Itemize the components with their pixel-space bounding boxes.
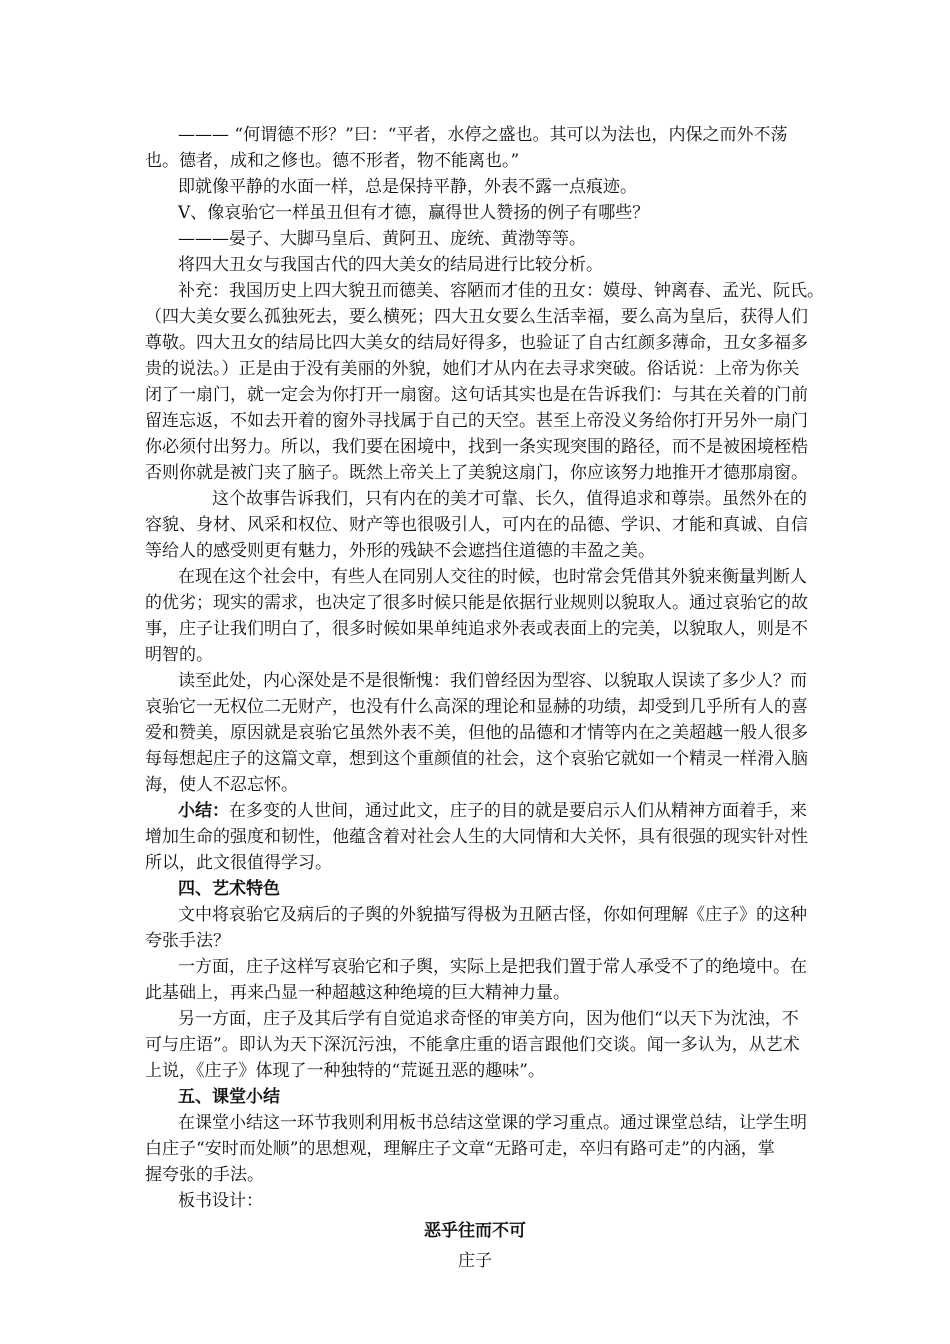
paragraph-line: 容貌、身材、风采和权位、财产等也很吸引人，可内在的品德、学识、才能和真诚、自信: [145, 515, 808, 535]
paragraph-line: 白庄子“安时而处顺”的思想观，理解庄子文章“无路可走，卒归有路可走”的内涵，掌: [145, 1139, 775, 1159]
paragraph-line: 每每想起庄子的这篇文章，想到这个重颜值的社会，这个哀骀它就如一个精灵一样滑入脑: [145, 749, 808, 769]
paragraph-line: 握夸张的手法。: [145, 1165, 264, 1185]
paragraph-line: 将四大丑女与我国古代的四大美女的结局进行比较分析。: [178, 255, 603, 275]
paragraph-line: 在现在这个社会中，有些人在同别人交往的时候，也时常会凭借其外貌来衡量判断人: [178, 567, 807, 587]
paragraph-line: 等给人的感受则更有魅力，外形的残缺不会遮挡住道德的丰盈之美。: [145, 541, 655, 561]
paragraph-line: 这个故事告诉我们，只有内在的美才可靠、长久，值得追求和尊崇。虽然外在的: [212, 489, 807, 509]
paragraph-line: （四大美女要么孤独死去，要么横死；四大丑女要么生活幸福，要么高为皇后，获得人们: [145, 307, 808, 327]
paragraph-line: 夸张手法？: [145, 931, 230, 951]
section-heading: 四、艺术特色: [178, 879, 280, 899]
paragraph-line: 明智的。: [145, 645, 213, 665]
paragraph-line: 可与庄语”。即认为天下深沉污浊，不能拿庄重的语言跟他们交谈。闻一多认为，从艺术: [145, 1035, 800, 1055]
paragraph-line: 闭了一扇门，就一定会为你打开一扇窗。这句话其实也是在告诉我们：与其在关着的门前: [145, 385, 808, 405]
paragraph-line: Ⅴ、像哀骀它一样虽丑但有才德，赢得世人赞扬的例子有哪些？: [178, 203, 650, 223]
summary-line: [178, 798, 810, 824]
paragraph-line: 所以，此文很值得学习。: [145, 853, 332, 873]
paragraph-line: 留连忘返，不如去开着的窗外寻找属于自己的天空。甚至上帝没义务给你打开另外一扇门: [145, 411, 808, 431]
paragraph-line: 的优劣；现实的需求，也决定了很多时候只能是依据行业规则以貌取人。通过哀骀它的故: [145, 593, 808, 613]
paragraph-line: 一方面，庄子这样写哀骀它和子舆，实际上是把我们置于常人承受不了的绝境中。在: [178, 957, 807, 977]
paragraph-line: 补充：我国历史上四大貌丑而德美、容陋而才佳的丑女：嫫母、钟离春、孟光、阮氏。: [178, 281, 824, 301]
paragraph-line: 板书设计：: [178, 1191, 263, 1211]
paragraph-line: 你必须付出努力。所以，我们要在困境中，找到一条实现突围的路径，而不是被困境桎梏: [145, 437, 808, 457]
board-title: 恶乎往而不可: [424, 1221, 526, 1241]
paragraph-line: 否则你就是被门夹了脑子。既然上帝关上了美貌这扇门，你应该努力地推开才德那扇窗。: [145, 463, 808, 483]
board-author: 庄子: [458, 1251, 492, 1271]
paragraph-line: 哀骀它一无权位二无财产，也没有什么高深的理论和显赫的功绩，却受到几乎所有人的喜: [145, 697, 808, 717]
summary-text: 在多变的人世间，通过此文，庄子的目的就是要启示人们从精神方面着手，来: [229, 801, 807, 821]
paragraph-line: 也。德者，成和之修也。德不形者，物不能离也。”: [145, 151, 520, 171]
paragraph-line: 海，使人不忍忘怀。: [145, 775, 298, 795]
paragraph-line: 文中将哀骀它及病后的子舆的外貌描写得极为丑陋古怪，你如何理解《庄子》的这种: [178, 905, 807, 925]
paragraph-line: 读至此处，内心深处是不是很惭愧：我们曾经因为型容、以貌取人误读了多少人？而: [178, 671, 807, 691]
paragraph-line: 爱和赞美，原因就是哀骀它虽然外表不美，但他的品德和才情等内在之美超越一般人很多: [145, 723, 808, 743]
paragraph-line: 增加生命的强度和韧性，他蕴含着对社会人生的大同情和大关怀，具有很强的现实针对性: [145, 827, 808, 847]
paragraph-line: 另一方面，庄子及其后学有自觉追求奇怪的审美方向，因为他们“以天下为沈浊，不: [178, 1009, 799, 1029]
paragraph-line: 在课堂小结这一环节我则利用板书总结这堂课的学习重点。通过课堂总结，让学生明: [178, 1113, 807, 1133]
paragraph-line: 此基础上，再来凸显一种超越这种绝境的巨大精神力量。: [145, 983, 570, 1003]
paragraph-line: 事，庄子让我们明白了，很多时候如果单纯追求外表或表面上的完美，以貌取人，则是不: [145, 619, 808, 639]
summary-label: 小结：: [178, 801, 229, 821]
paragraph-line: 上说，《庄子》体现了一种独特的“荒诞丑恶的趣味”。: [145, 1061, 545, 1081]
paragraph-line: ——— “何谓德不形？”曰：“平者，水停之盛也。其可以为法也，内保之而外不荡: [178, 125, 788, 145]
paragraph-line: 即就像平静的水面一样，总是保持平静，外表不露一点痕迹。: [178, 177, 637, 197]
section-heading: 五、课堂小结: [178, 1087, 280, 1107]
paragraph-line: ———晏子、大脚马皇后、黄阿丑、庞统、黄渤等等。: [178, 229, 586, 249]
paragraph-line: 尊敬。四大丑女的结局比四大美女的结局好得多，也验证了自古红颜多薄命，丑女多福多: [145, 333, 808, 353]
paragraph-line: 贵的说法。）正是由于没有美丽的外貌，她们才从内在去寻求突破。俗话说：上帝为你关: [145, 359, 800, 379]
